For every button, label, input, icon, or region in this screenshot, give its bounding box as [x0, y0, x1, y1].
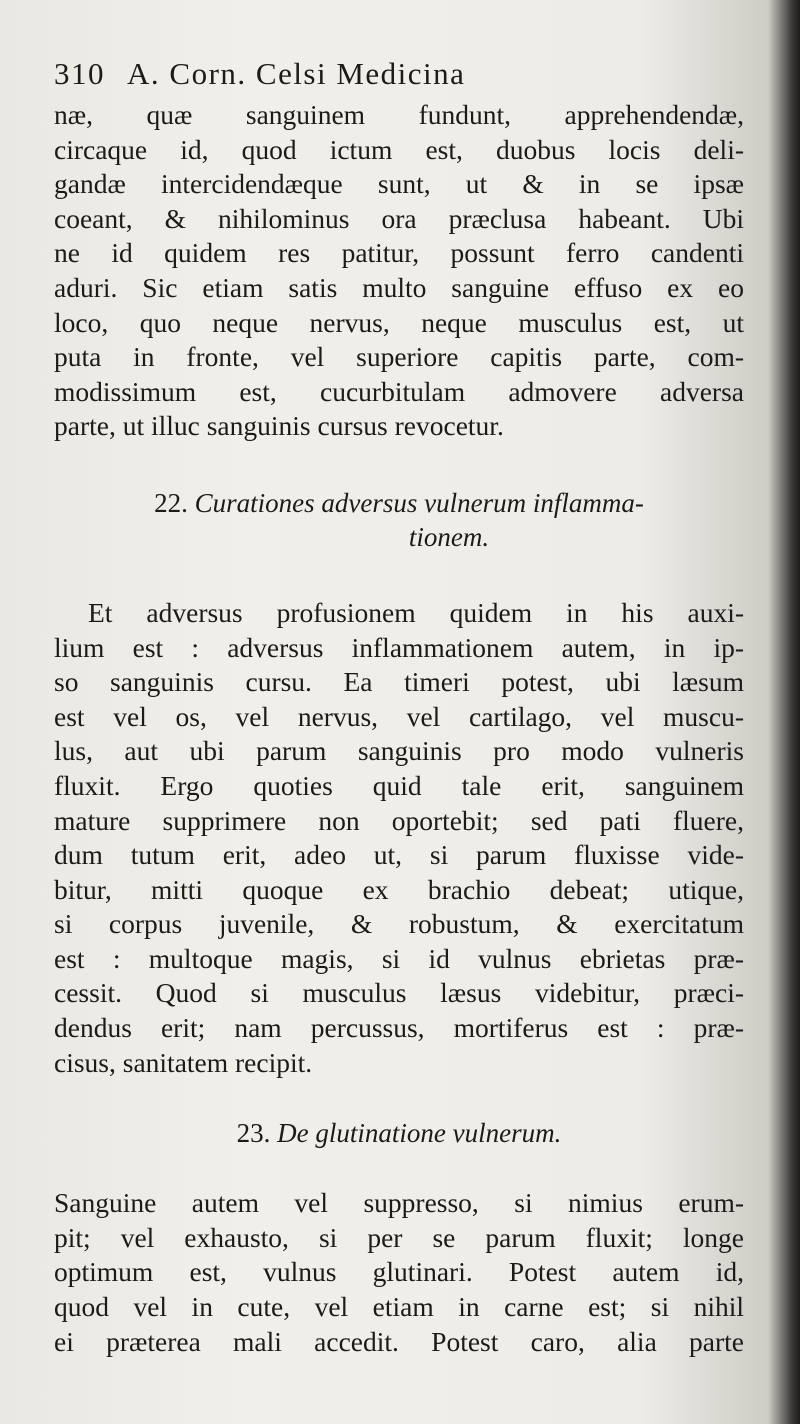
text-line: si corpus juvenile, & robustum, & exercitatum — [54, 908, 744, 940]
paragraph-2 — [54, 596, 744, 1080]
text-line: optimum est, vulnus glutinari. Potest autem id, — [54, 1256, 744, 1288]
text-line: quod vel in cute, vel etiam in carne est; si nihil — [54, 1291, 744, 1323]
text-line: gandæ intercidendæque sunt, ut & in se ipsæ — [54, 168, 744, 200]
text-line: est : multoque magis, si id vulnus ebrietas præ- — [54, 942, 744, 974]
text-line: modissimum est, cucurbitulam admovere adversa — [54, 375, 744, 407]
section-title-line2: tionem. — [408, 521, 490, 552]
page-content — [54, 50, 744, 1359]
text-line: bitur, mitti quoque ex brachio debeat; utique, — [54, 873, 744, 905]
text-line: loco, quo neque nervus, neque musculus est, ut — [54, 306, 744, 338]
text-line: dendus erit; nam percussus, mortiferus est : præ- — [54, 1012, 744, 1044]
text-line: dum tutum erit, adeo ut, si parum fluxisse vide- — [54, 839, 744, 871]
text-line: cessit. Quod si musculus læsus videbitur, præci- — [54, 977, 744, 1009]
section-22-heading — [54, 486, 744, 554]
text-line: fluxit. Ergo quoties quid tale erit, sanguinem — [54, 769, 744, 801]
text-line: næ, quæ sanguinem fundunt, apprehendendæ, — [54, 99, 744, 130]
text-line: mature supprimere non oportebit; sed pati fluere, — [54, 804, 744, 836]
running-head — [54, 50, 744, 98]
section-number: 23. — [236, 1118, 271, 1149]
text-line: puta in fronte, vel superiore capitis parte, com- — [54, 341, 744, 373]
section-title: De glutinatione vulnerum. — [277, 1118, 562, 1149]
text-line: ei præterea mali accedit. Potest caro, alia parte — [54, 1325, 744, 1357]
text-line: coeant, & nihilominus ora præclusa habeant. Ubi — [54, 202, 744, 234]
paragraph-3 — [54, 1186, 744, 1359]
text-line: circaque id, quod ictum est, duobus locis deli- — [54, 133, 744, 165]
text-line: parte, ut illuc sanguinis cursus revocetur. — [54, 410, 504, 442]
text-line: so sanguinis cursu. Ea timeri potest, ubi læsum — [54, 666, 744, 698]
text-line: Sanguine autem vel suppresso, si nimius erum- — [54, 1187, 744, 1219]
text-line: Et adversus profusionem quidem in his auxi- — [88, 596, 744, 628]
section-number: 22. — [154, 487, 188, 518]
text-line: pit; vel exhausto, si per se parum fluxit; longe — [54, 1221, 744, 1253]
text-line: est vel os, vel nervus, vel cartilago, vel muscu- — [54, 700, 744, 732]
page-number: 310 — [54, 56, 105, 91]
text-line: lus, aut ubi parum sanguinis pro modo vulneris — [54, 735, 744, 767]
section-23-heading — [54, 1116, 744, 1150]
text-line: cisus, sanitatem recipit. — [54, 1046, 313, 1078]
text-line: lium est : adversus inflammationem autem, in ip- — [54, 631, 744, 663]
running-head-title: A. Corn. Celsi Medicina — [127, 56, 466, 91]
text-line: ne id quidem res patitur, possunt ferro candenti — [54, 237, 744, 269]
text-line: aduri. Sic etiam satis multo sanguine effuso ex eo — [54, 271, 744, 303]
section-title-line1: Curationes adversus vulnerum inflamma- — [194, 487, 644, 518]
paragraph-1 — [54, 98, 744, 444]
